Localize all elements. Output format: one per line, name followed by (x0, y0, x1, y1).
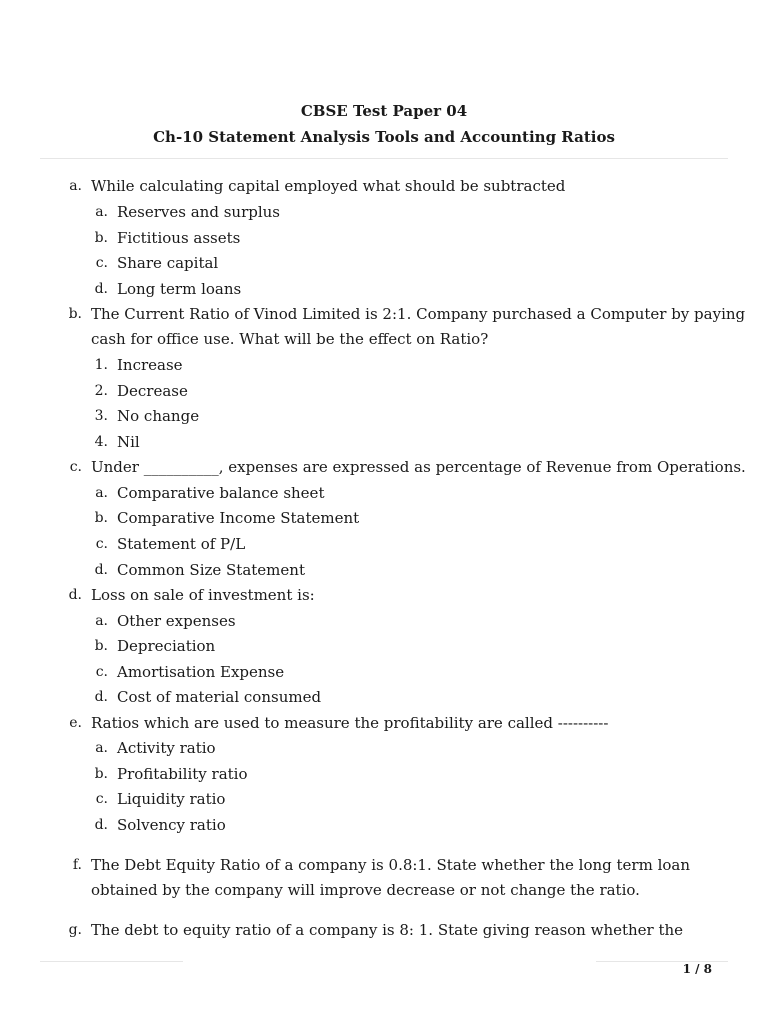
option-text: Depreciation (117, 637, 216, 655)
option-marker: b. (94, 638, 108, 654)
option-text: No change (117, 407, 200, 425)
question-marker: f. (72, 857, 82, 873)
question-marker: a. (69, 178, 82, 194)
option-text: Increase (117, 356, 183, 374)
option-text: Comparative Income Statement (117, 509, 360, 527)
question-text: obtained by the company will improve decrease or not change the ratio. (91, 881, 640, 899)
question-marker: d. (68, 587, 82, 603)
option-marker: c. (95, 791, 108, 807)
option-marker: c. (95, 664, 108, 680)
header-divider (40, 158, 728, 159)
option-marker: b. (94, 510, 108, 526)
option-text: Fictitious assets (117, 229, 241, 247)
option-text: Activity ratio (117, 739, 216, 757)
question-marker: g. (68, 922, 82, 938)
option-marker: a. (95, 613, 108, 629)
option-text: Profitability ratio (117, 765, 248, 783)
option-marker: d. (94, 689, 108, 705)
option-marker: b. (94, 766, 108, 782)
option-text: Statement of P/L (117, 535, 246, 553)
question-marker: c. (69, 459, 82, 475)
option-text: Solvency ratio (117, 816, 226, 834)
option-marker: d. (94, 562, 108, 578)
option-text: Decrease (117, 382, 188, 400)
option-marker: d. (94, 281, 108, 297)
option-marker: 4. (94, 434, 108, 450)
option-text: Long term loans (117, 280, 242, 298)
question-text: While calculating capital employed what should be subtracted (91, 177, 566, 195)
page-number: 1 / 8 (682, 962, 712, 976)
option-text: Amortisation Expense (117, 663, 285, 681)
option-marker: c. (95, 255, 108, 271)
option-marker: b. (94, 230, 108, 246)
page-title: CBSE Test Paper 04 (300, 102, 468, 120)
option-marker: 1. (94, 357, 108, 373)
option-marker: a. (95, 740, 108, 756)
page-subtitle: Ch-10 Statement Analysis Tools and Accounting Ratios (153, 128, 615, 146)
question-text: The Current Ratio of Vinod Limited is 2:1. Company purchased a Computer by paying (91, 305, 746, 323)
question-text: Ratios which are used to measure the profitability are called ---------- (91, 714, 609, 732)
option-marker: 3. (94, 408, 108, 424)
footer-divider-left (40, 961, 183, 962)
question-text: Under __________, expenses are expressed as percentage of Revenue from Operations. (91, 458, 746, 476)
option-text: Comparative balance sheet (117, 484, 325, 502)
question-marker: b. (68, 306, 82, 322)
question-text: cash for office use. What will be the effect on Ratio? (91, 330, 489, 348)
option-marker: d. (94, 817, 108, 833)
option-marker: 2. (94, 383, 108, 399)
question-text: Loss on sale of investment is: (91, 586, 315, 604)
question-text: The debt to equity ratio of a company is 8: 1. State giving reason whether the (91, 921, 684, 939)
option-text: Cost of material consumed (117, 688, 322, 706)
option-text: Reserves and surplus (117, 203, 280, 221)
option-text: Nil (117, 433, 140, 451)
question-marker: e. (69, 715, 82, 731)
option-marker: a. (95, 204, 108, 220)
option-text: Other expenses (117, 612, 236, 630)
option-text: Common Size Statement (117, 561, 305, 579)
option-text: Share capital (117, 254, 219, 272)
question-text: The Debt Equity Ratio of a company is 0.8:1. State whether the long term loan (91, 856, 691, 874)
option-text: Liquidity ratio (117, 790, 226, 808)
option-marker: a. (95, 485, 108, 501)
option-marker: c. (95, 536, 108, 552)
